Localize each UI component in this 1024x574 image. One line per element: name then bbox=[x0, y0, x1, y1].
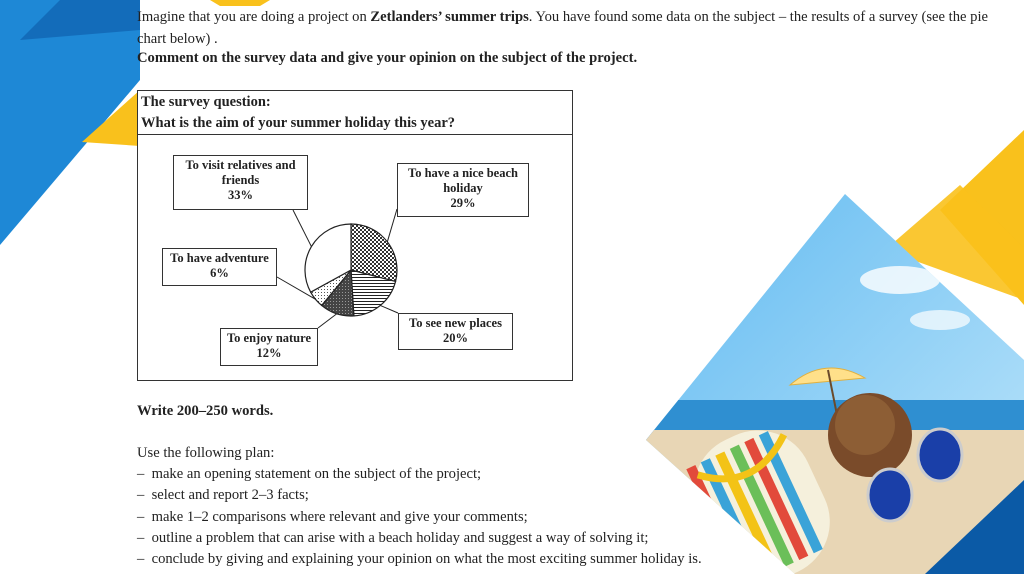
survey-question: What is the aim of your summer holiday this year? bbox=[141, 115, 456, 131]
leader-line-new-places bbox=[380, 305, 398, 313]
leader-line-beach bbox=[387, 209, 397, 242]
intro-part1: Imagine that you are doing a project on bbox=[137, 9, 371, 25]
slice-label-text: To have a nice beach holiday bbox=[408, 166, 518, 195]
slice-label-relatives bbox=[173, 155, 308, 210]
leader-line-nature bbox=[318, 314, 337, 328]
decor-left-shapes bbox=[0, 0, 140, 250]
slice-label-new-places bbox=[398, 313, 513, 350]
plan-list bbox=[137, 464, 702, 570]
slice-label-text: To enjoy nature bbox=[226, 331, 312, 345]
slice-label-text: To have adventure bbox=[170, 251, 269, 265]
slice-label-pct: 12% bbox=[256, 346, 282, 360]
intro-topic: Zetlanders’ summer trips bbox=[370, 9, 529, 25]
intro-text bbox=[137, 6, 1017, 50]
intro-part2: . You have found some data on the subject – the results of a survey (see the pie chart below) . bbox=[137, 9, 988, 47]
slice-label-nature bbox=[220, 328, 318, 366]
slice-label-pct: 6% bbox=[210, 266, 229, 280]
slice-label-pct: 29% bbox=[450, 196, 476, 210]
survey-label: The survey question: bbox=[141, 94, 271, 110]
slice-label-pct: 20% bbox=[443, 331, 468, 345]
plan-item: – outline a problem that can arise with a beach holiday and suggest a way of solving it; bbox=[137, 528, 702, 549]
plan-item: – conclude by giving and explaining your opinion on what the most exciting summer holiday is. bbox=[137, 549, 702, 570]
slice-label-text: To visit relatives and friends bbox=[185, 158, 296, 187]
leader-line-relatives bbox=[293, 210, 311, 247]
task-instruction: Comment on the survey data and give your opinion on the subject of the project. bbox=[137, 50, 638, 66]
plan-item: – make an opening statement on the subject of the project; bbox=[137, 464, 702, 485]
plan-intro: Use the following plan: bbox=[137, 445, 275, 461]
slice-label-pct: 33% bbox=[228, 188, 253, 202]
plan-item: – make 1–2 comparisons where relevant and give your comments; bbox=[137, 507, 702, 528]
word-count-instruction: Write 200–250 words. bbox=[137, 403, 274, 419]
slice-label-adventure bbox=[162, 248, 277, 286]
slice-label-beach bbox=[397, 163, 529, 217]
plan-item: – select and report 2–3 facts; bbox=[137, 485, 702, 506]
survey-box bbox=[137, 90, 573, 381]
slice-label-text: To see new places bbox=[409, 316, 502, 330]
